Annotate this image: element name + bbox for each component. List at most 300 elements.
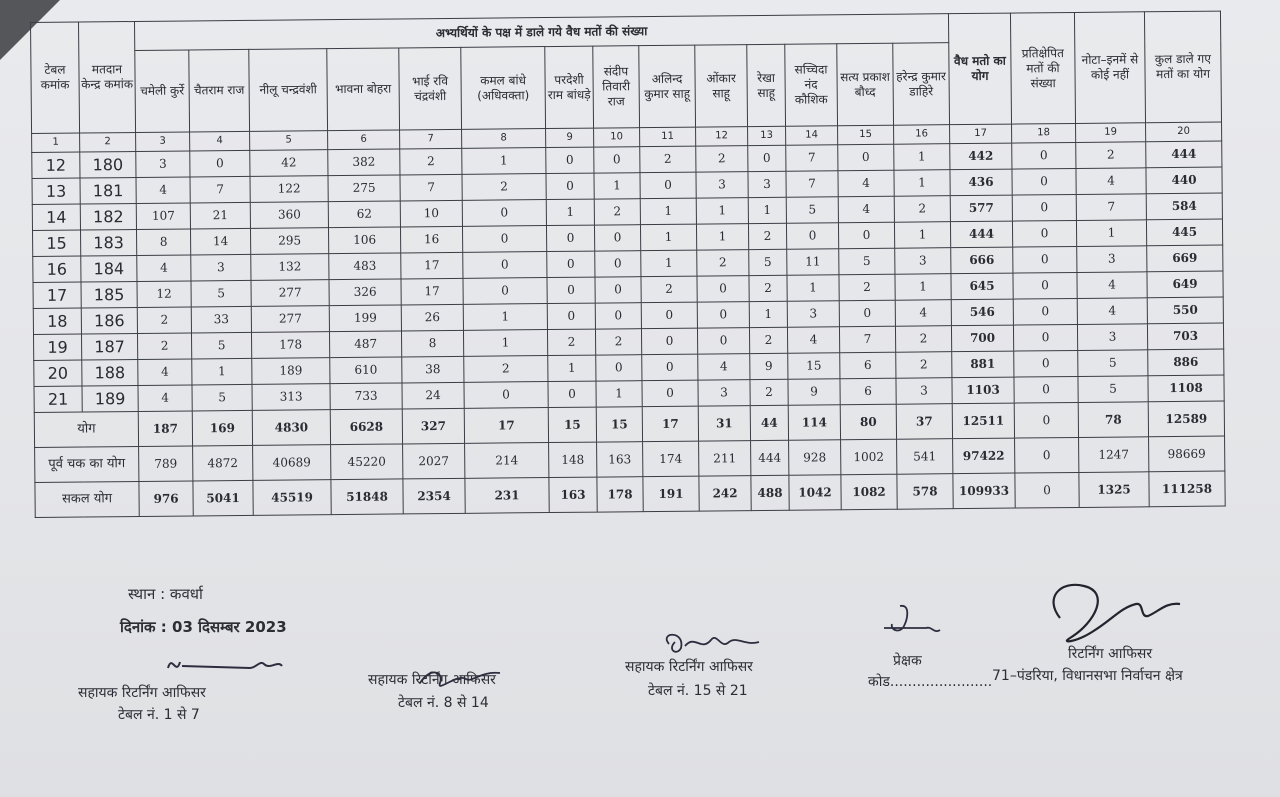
table-cell: 12 (137, 281, 191, 308)
table-cell: 3 (136, 151, 190, 178)
table-cell: 7 (786, 145, 838, 171)
candidate-name: हरेन्द्र कुमार डाहिरे (893, 43, 950, 126)
column-number: 17 (950, 124, 1012, 144)
summary-cell: 1325 (1079, 472, 1149, 508)
table-cell: 2 (137, 333, 191, 360)
candidate-name: चैतराम राज (189, 49, 250, 132)
table-cell: 15 (33, 230, 81, 256)
column-number: 12 (696, 127, 748, 146)
table-cell: 1 (463, 330, 547, 357)
candidate-name: परदेशी राम बांधड़े (545, 46, 594, 128)
signature-observer (880, 600, 950, 640)
table-cell: 181 (80, 177, 136, 204)
table-cell: 7 (190, 176, 250, 203)
table-cell: 0 (838, 222, 894, 249)
column-number: 3 (136, 132, 190, 152)
table-cell: 5 (192, 384, 252, 411)
summary-label: पूर्व चक का योग (35, 446, 139, 482)
column-number: 20 (1146, 122, 1222, 142)
column-number: 14 (786, 126, 838, 145)
column-number: 16 (894, 125, 950, 145)
table-cell: 7 (1076, 194, 1146, 221)
table-cell: 483 (329, 253, 401, 280)
summary-cell: 163 (597, 442, 643, 477)
summary-cell: 231 (465, 478, 549, 514)
table-cell: 669 (1147, 245, 1223, 272)
table-cell: 2 (640, 146, 696, 173)
table-cell: 0 (595, 277, 641, 303)
column-number: 18 (1012, 123, 1076, 143)
summary-cell: 214 (465, 443, 549, 479)
table-cell: 4 (1077, 298, 1147, 325)
aro1-title: सहायक रिटर्निंग आफिसर (78, 685, 206, 701)
table-cell: 0 (546, 173, 594, 199)
table-cell: 24 (402, 382, 464, 409)
table-cell: 0 (642, 354, 698, 381)
aro1-tables: टेबल नं. 1 से 7 (118, 707, 200, 723)
table-cell: 3 (896, 378, 952, 405)
summary-cell: 5041 (193, 480, 253, 516)
table-cell: 5 (786, 197, 838, 223)
summary-cell: 40689 (253, 445, 331, 481)
table-cell: 733 (330, 383, 402, 410)
table-cell: 0 (1012, 194, 1076, 221)
column-number: 4 (190, 131, 250, 151)
table-cell: 2 (595, 329, 641, 355)
aro2-tables: टेबल नं. 8 से 14 (398, 695, 489, 711)
table-cell: 2 (895, 326, 951, 353)
table-cell: 3 (895, 248, 951, 275)
table-cell: 1 (894, 222, 950, 249)
table-cell: 666 (951, 247, 1013, 274)
table-cell: 3 (787, 301, 839, 327)
aro3-title: सहायक रिटर्निंग आफिसर (625, 659, 753, 675)
table-cell: 0 (1013, 272, 1077, 299)
summary-cell: 37 (896, 404, 952, 440)
summary-cell: 15 (548, 407, 596, 442)
table-cell: 38 (402, 356, 464, 383)
summary-cell: 109933 (953, 473, 1015, 509)
table-cell: 180 (80, 151, 136, 178)
table-cell: 0 (463, 278, 547, 305)
summary-cell: 169 (192, 410, 252, 446)
table-cell: 0 (594, 225, 640, 251)
table-cell: 0 (546, 147, 594, 173)
table-cell: 2 (697, 250, 749, 276)
table-cell: 0 (1014, 376, 1078, 403)
table-cell: 5 (191, 280, 251, 307)
table-cell: 2 (641, 276, 697, 303)
table-cell: 277 (251, 280, 329, 307)
table-cell: 1 (640, 224, 696, 251)
table-cell: 6 (840, 378, 896, 405)
aro3-tables: टेबल नं. 15 से 21 (648, 683, 748, 699)
column-number: 6 (328, 130, 400, 150)
table-cell: 185 (81, 281, 137, 308)
table-cell: 1 (640, 198, 696, 225)
signature-ro (1040, 578, 1190, 646)
table-cell: 1 (596, 381, 642, 407)
table-cell: 11 (787, 249, 839, 275)
header-nota: नोटा–इनमें से कोई नहीं (1074, 12, 1145, 124)
table-cell: 18 (33, 308, 81, 334)
table-cell: 4 (1077, 272, 1147, 299)
constituency-label: 71–पंडरिया, विधानसभा निर्वाचन क्षेत्र (992, 668, 1183, 684)
table-cell: 1 (192, 358, 252, 385)
table-cell: 178 (251, 332, 329, 359)
table-cell: 1108 (1148, 375, 1224, 402)
candidate-name: सत्य प्रकाश बौध्द (837, 43, 894, 126)
table-cell: 2 (462, 174, 546, 201)
table-cell: 187 (81, 333, 137, 360)
table-cell: 2 (137, 307, 191, 334)
table-cell: 0 (594, 147, 640, 173)
table-cell: 5 (749, 249, 787, 275)
table-cell: 2 (464, 356, 548, 383)
table-cell: 10 (400, 200, 462, 227)
summary-cell: 4872 (193, 445, 253, 481)
table-cell: 0 (596, 355, 642, 381)
table-cell: 277 (251, 306, 329, 333)
table-cell: 2 (749, 275, 787, 301)
table-cell: 4 (838, 170, 894, 197)
table-cell: 881 (952, 351, 1014, 378)
table-cell: 14 (190, 228, 250, 255)
table-cell: 0 (697, 276, 749, 302)
summary-cell: 1002 (841, 439, 897, 475)
column-number: 13 (748, 126, 786, 145)
summary-label: योग (34, 411, 138, 447)
signature-aro3 (655, 628, 765, 658)
table-cell: 5 (1078, 376, 1148, 403)
table-cell: 9 (788, 379, 840, 405)
table-cell: 0 (547, 251, 595, 277)
column-number: 5 (250, 131, 328, 151)
table-cell: 12 (32, 152, 80, 178)
summary-cell: 174 (643, 441, 699, 477)
summary-cell: 1042 (789, 475, 841, 510)
table-cell: 1 (894, 144, 950, 171)
summary-cell: 444 (751, 440, 789, 475)
table-cell: 0 (839, 300, 895, 327)
summary-cell: 148 (549, 442, 597, 477)
table-cell: 0 (1013, 324, 1077, 351)
table-cell: 21 (190, 202, 250, 229)
table-cell: 2 (750, 379, 788, 405)
table-cell: 1 (548, 355, 596, 381)
summary-cell: 327 (402, 408, 464, 444)
table-cell: 2 (400, 148, 462, 175)
table-body (32, 141, 1225, 517)
table-cell: 17 (33, 282, 81, 308)
table-cell: 33 (191, 306, 251, 333)
summary-cell: 191 (643, 476, 699, 512)
table-cell: 3 (1077, 324, 1147, 351)
table-cell: 26 (401, 304, 463, 331)
table-cell: 0 (1012, 220, 1076, 247)
table-cell: 0 (641, 328, 697, 355)
table-cell: 132 (251, 254, 329, 281)
header-rejected: प्रतिक्षेपित मतों की संख्या (1010, 12, 1075, 124)
table-cell: 4 (838, 196, 894, 223)
summary-cell: 44 (750, 405, 788, 440)
ro-title: रिटर्निंग आफिसर (1068, 646, 1153, 662)
table-cell: 1 (749, 301, 787, 327)
table-cell: 4 (787, 327, 839, 353)
column-number: 1 (32, 133, 80, 152)
table-cell: 106 (328, 227, 400, 254)
column-number: 11 (640, 127, 696, 147)
summary-cell: 976 (139, 481, 193, 517)
table-cell: 1 (894, 170, 950, 197)
table-cell: 0 (595, 251, 641, 277)
table-cell: 1 (546, 199, 594, 225)
summary-cell: 45519 (253, 480, 331, 516)
table-cell: 7 (786, 171, 838, 197)
table-cell: 0 (547, 303, 595, 329)
table-cell: 2 (894, 196, 950, 223)
table-cell: 15 (788, 353, 840, 379)
header-total: कुल डाले गए मतों का योग (1144, 11, 1221, 123)
table-cell: 326 (329, 279, 401, 306)
summary-cell: 6628 (330, 409, 402, 445)
table-cell: 4 (895, 300, 951, 327)
header-booth-no: मतदान केन्द्र कमांक (79, 21, 136, 133)
table-cell: 442 (950, 143, 1012, 170)
table-cell: 16 (33, 256, 81, 282)
summary-cell: 0 (1015, 437, 1079, 473)
table-cell: 199 (329, 305, 401, 332)
table-cell: 107 (136, 203, 190, 230)
table-cell: 1 (641, 250, 697, 277)
table-cell: 4 (138, 385, 192, 412)
table-cell: 17 (401, 252, 463, 279)
table-cell: 0 (642, 380, 698, 407)
summary-cell: 1247 (1079, 437, 1149, 473)
summary-cell: 78 (1078, 402, 1148, 438)
table-cell: 0 (548, 381, 596, 407)
table-cell: 0 (1013, 298, 1077, 325)
table-cell: 16 (400, 226, 462, 253)
column-number: 15 (838, 125, 894, 145)
table-cell: 0 (1012, 142, 1076, 169)
table-cell: 2 (749, 327, 787, 353)
table-cell: 6 (840, 352, 896, 379)
table-cell: 0 (838, 144, 894, 171)
table-cell: 1 (696, 224, 748, 250)
table-cell: 4 (138, 359, 192, 386)
table-cell: 3 (191, 254, 251, 281)
table-cell: 610 (330, 357, 402, 384)
table-cell: 19 (33, 334, 81, 360)
summary-cell: 98669 (1149, 436, 1225, 472)
summary-cell: 4830 (252, 410, 330, 446)
column-number: 10 (594, 128, 640, 147)
candidate-name: चमेली कुर्रे (135, 50, 190, 133)
candidate-name: अलिन्द कुमार साहू (639, 45, 696, 128)
table-cell: 1 (748, 197, 786, 223)
summary-cell: 789 (139, 446, 193, 482)
table-cell: 188 (82, 359, 138, 386)
table-cell: 0 (546, 225, 594, 251)
table-cell: 649 (1147, 271, 1223, 298)
table-cell: 700 (951, 325, 1013, 352)
date-label: दिनांक : 03 दिसम्बर 2023 (120, 618, 287, 636)
table-cell: 703 (1147, 323, 1223, 350)
summary-cell: 2354 (403, 478, 465, 514)
table-cell: 17 (401, 278, 463, 305)
table-cell: 0 (464, 382, 548, 409)
table-cell: 436 (950, 169, 1012, 196)
column-number: 9 (546, 128, 594, 147)
summary-cell: 80 (840, 404, 896, 440)
summary-cell: 97422 (953, 438, 1015, 474)
table-cell: 4 (1076, 168, 1146, 195)
table-cell: 1 (895, 274, 951, 301)
summary-cell: 2027 (403, 443, 465, 479)
table-cell: 5 (1078, 350, 1148, 377)
table-cell: 487 (329, 331, 401, 358)
table-cell: 0 (1014, 350, 1078, 377)
table-cell: 0 (462, 226, 546, 253)
summary-cell: 111258 (1149, 471, 1225, 507)
table-cell: 183 (80, 229, 136, 256)
place-label: स्थान : कवर्धा (128, 585, 203, 603)
table-cell: 20 (34, 360, 82, 386)
summary-cell: 242 (699, 476, 751, 511)
vote-count-table (30, 11, 1226, 518)
summary-cell: 541 (897, 439, 953, 475)
header-valid-votes: वैध मतो का योग (948, 13, 1011, 125)
table-cell: 0 (786, 223, 838, 249)
table-cell: 0 (641, 302, 697, 329)
candidate-name: भाई रवि चंद्रवंशी (399, 47, 462, 130)
column-number: 8 (462, 129, 546, 149)
table-cell: 42 (250, 150, 328, 177)
table-cell: 14 (32, 204, 80, 230)
summary-cell: 114 (788, 405, 840, 440)
table-cell: 122 (250, 176, 328, 203)
summary-cell: 1082 (841, 474, 897, 510)
table-cell: 7 (400, 174, 462, 201)
table-cell: 2 (896, 352, 952, 379)
table-cell: 2 (839, 274, 895, 301)
table-cell: 2 (696, 146, 748, 172)
summary-cell: 488 (751, 475, 789, 510)
table-cell: 3 (696, 172, 748, 198)
summary-cell: 12511 (952, 403, 1014, 439)
table-cell: 9 (750, 353, 788, 379)
summary-cell: 0 (1015, 472, 1079, 508)
table-cell: 0 (697, 302, 749, 328)
table-cell: 0 (462, 200, 546, 227)
table-cell: 13 (32, 178, 80, 204)
table-cell: 8 (401, 330, 463, 357)
candidate-name: कमल बांधे (अधिवक्ता) (461, 47, 546, 130)
signature-aro1 (160, 650, 290, 680)
column-number: 2 (80, 132, 136, 152)
table-cell: 0 (547, 277, 595, 303)
table-cell: 2 (1076, 142, 1146, 169)
table-cell: 0 (1012, 168, 1076, 195)
candidate-name: नीलू चन्द्रवंशी (249, 49, 328, 132)
table-cell: 0 (697, 328, 749, 354)
table-cell: 0 (1013, 246, 1077, 273)
table-cell: 440 (1146, 167, 1222, 194)
table-cell: 0 (640, 172, 696, 199)
table-cell: 182 (80, 203, 136, 230)
table-cell: 1 (1076, 220, 1146, 247)
column-number: 19 (1076, 123, 1146, 143)
table-cell: 1 (696, 198, 748, 224)
table-cell: 4 (698, 354, 750, 380)
table-cell: 4 (136, 177, 190, 204)
table-cell: 2 (594, 199, 640, 225)
table-cell: 295 (250, 228, 328, 255)
table-cell: 445 (1146, 219, 1222, 246)
summary-cell: 45220 (331, 444, 403, 480)
table-cell: 360 (250, 202, 328, 229)
observer-label: प्रेक्षक (893, 653, 922, 669)
candidate-name: ओंकार साहू (695, 45, 748, 127)
table-cell: 886 (1148, 349, 1224, 376)
table-cell: 313 (252, 384, 330, 411)
table-cell: 5 (839, 248, 895, 275)
table-cell: 21 (34, 386, 82, 412)
table-cell: 186 (81, 307, 137, 334)
header-table-no: टेबल कमांक (31, 22, 80, 133)
header-candidates-heading: अभ्यर्थियों के पक्ष में डाले गये वैध मतों की संख्या (134, 14, 948, 51)
table-cell: 1 (787, 275, 839, 301)
summary-cell: 187 (138, 411, 192, 447)
table-cell: 275 (328, 175, 400, 202)
table-cell: 4 (137, 255, 191, 282)
table-cell: 546 (951, 299, 1013, 326)
table-cell: 5 (191, 332, 251, 359)
candidate-name: सच्चिदा नंद कौशिक (785, 44, 838, 126)
table-cell: 1 (462, 148, 546, 175)
table-cell: 382 (328, 149, 400, 176)
summary-cell: 578 (897, 474, 953, 510)
table-cell: 0 (748, 145, 786, 171)
table-cell: 584 (1146, 193, 1222, 220)
summary-cell: 928 (789, 440, 841, 475)
table-cell: 0 (463, 252, 547, 279)
table-cell: 1103 (952, 377, 1014, 404)
table-cell: 1 (463, 304, 547, 331)
aro2-title: सहायक रिटर्निंग आफिसर (368, 672, 496, 688)
summary-cell: 17 (642, 406, 698, 442)
summary-cell: 211 (699, 441, 751, 476)
summary-cell: 17 (464, 408, 548, 444)
candidate-name: भावना बोहरा (327, 48, 400, 131)
table-cell: 444 (1146, 141, 1222, 168)
table-cell: 645 (951, 273, 1013, 300)
table-cell: 184 (81, 255, 137, 282)
summary-cell: 12589 (1148, 401, 1224, 437)
table-cell: 550 (1147, 297, 1223, 324)
candidate-name: रेखा साहू (747, 44, 786, 126)
table-cell: 577 (950, 195, 1012, 222)
table-cell: 8 (136, 229, 190, 256)
table-cell: 1 (594, 173, 640, 199)
table-cell: 2 (748, 223, 786, 249)
table-cell: 62 (328, 201, 400, 228)
summary-cell: 15 (596, 407, 642, 442)
table-cell: 189 (82, 385, 138, 412)
table-cell: 2 (547, 329, 595, 355)
summary-cell: 163 (549, 477, 597, 512)
